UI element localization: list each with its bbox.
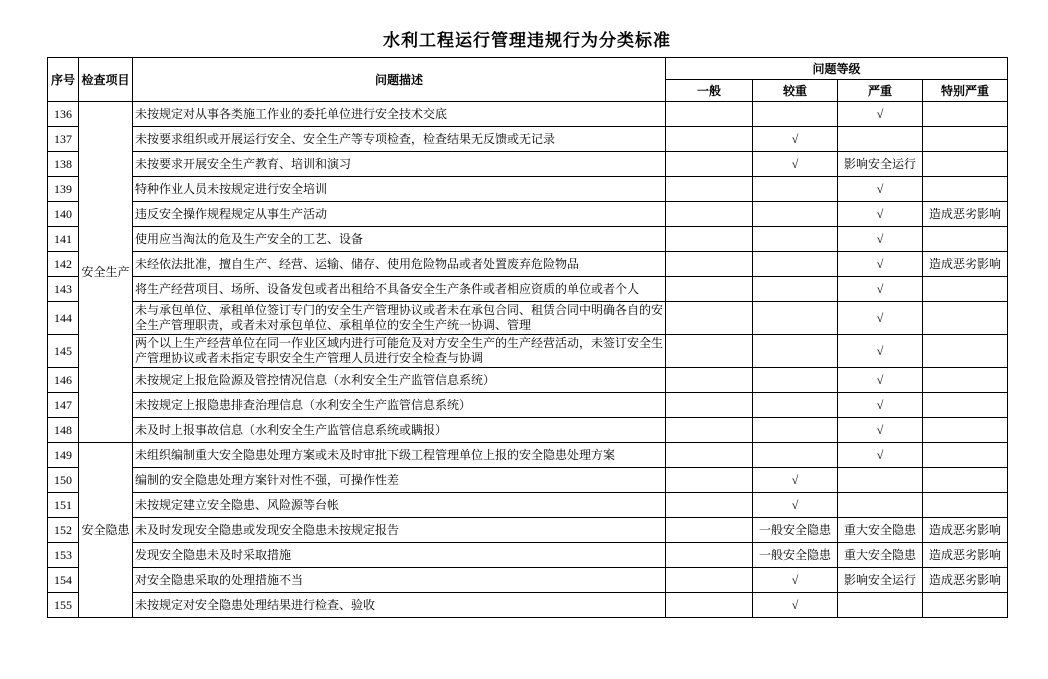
table-row	[48, 227, 1008, 252]
level-cell-general	[666, 127, 753, 152]
table-row	[48, 335, 1008, 368]
row-serial: 152	[48, 518, 79, 543]
level-cell-moderate: 一般安全隐患	[753, 543, 838, 568]
level-cell-general	[666, 418, 753, 443]
row-serial: 136	[48, 102, 79, 127]
table-row	[48, 102, 1008, 127]
level-cell-general	[666, 227, 753, 252]
level-cell-moderate	[753, 335, 838, 368]
level-cell-severe: √	[838, 177, 923, 202]
level-cell-severe: 重大安全隐患	[838, 543, 923, 568]
level-cell-severe: √	[838, 368, 923, 393]
table-body	[48, 102, 1008, 618]
header-description: 问题描述	[133, 58, 666, 102]
level-cell-critical	[923, 227, 1008, 252]
table-row	[48, 127, 1008, 152]
level-cell-general	[666, 493, 753, 518]
header-row-1	[48, 58, 1008, 80]
level-cell-moderate	[753, 227, 838, 252]
level-cell-general	[666, 102, 753, 127]
table-row	[48, 493, 1008, 518]
level-cell-severe	[838, 127, 923, 152]
level-cell-general	[666, 568, 753, 593]
row-serial: 142	[48, 252, 79, 277]
row-serial: 147	[48, 393, 79, 418]
level-cell-critical	[923, 368, 1008, 393]
table-row	[48, 202, 1008, 227]
level-cell-general	[666, 468, 753, 493]
level-cell-severe: √	[838, 302, 923, 335]
table-row	[48, 543, 1008, 568]
problem-description: 未及时上报事故信息（水利安全生产监管信息系统或瞒报）	[133, 418, 666, 443]
level-cell-general	[666, 518, 753, 543]
problem-description: 未按规定对从事各类施工作业的委托单位进行安全技术交底	[133, 102, 666, 127]
table-row	[48, 518, 1008, 543]
page-title: 水利工程运行管理违规行为分类标准	[383, 31, 671, 50]
category-cell: 安全隐患	[79, 443, 133, 618]
row-serial: 137	[48, 127, 79, 152]
table-row	[48, 252, 1008, 277]
level-cell-moderate	[753, 368, 838, 393]
level-cell-critical	[923, 418, 1008, 443]
row-serial: 140	[48, 202, 79, 227]
level-cell-severe	[838, 493, 923, 518]
header-level-2: 严重	[838, 80, 923, 102]
table-header	[48, 58, 1008, 102]
header-serial: 序号	[48, 58, 79, 102]
level-cell-general	[666, 152, 753, 177]
problem-description: 未与承包单位、承租单位签订专门的安全生产管理协议或者未在承包合同、租赁合同中明确各自的安全生产管理职责，或者未对承包单位、承租单位的安全生产统一协调、管理	[133, 302, 666, 335]
level-cell-severe: √	[838, 277, 923, 302]
header-level-3: 特别严重	[923, 80, 1008, 102]
row-serial: 146	[48, 368, 79, 393]
table-row	[48, 302, 1008, 335]
problem-description: 未经依法批准，擅自生产、经营、运输、储存、使用危险物品或者处置废弃危险物品	[133, 252, 666, 277]
row-serial: 153	[48, 543, 79, 568]
table-row	[48, 277, 1008, 302]
level-cell-general	[666, 443, 753, 468]
level-cell-critical	[923, 335, 1008, 368]
level-cell-critical	[923, 468, 1008, 493]
problem-description: 未按要求开展安全生产教育、培训和演习	[133, 152, 666, 177]
row-serial: 154	[48, 568, 79, 593]
level-cell-general	[666, 302, 753, 335]
level-cell-severe: √	[838, 202, 923, 227]
table-row	[48, 593, 1008, 618]
level-cell-critical	[923, 593, 1008, 618]
row-serial: 143	[48, 277, 79, 302]
level-cell-critical: 造成恶劣影响	[923, 202, 1008, 227]
level-cell-moderate	[753, 252, 838, 277]
level-cell-moderate: √	[753, 468, 838, 493]
level-cell-critical	[923, 277, 1008, 302]
table-row	[48, 393, 1008, 418]
table-row	[48, 418, 1008, 443]
level-cell-critical	[923, 102, 1008, 127]
problem-description: 违反安全操作规程规定从事生产活动	[133, 202, 666, 227]
level-cell-severe: 重大安全隐患	[838, 518, 923, 543]
level-cell-moderate	[753, 393, 838, 418]
level-cell-moderate	[753, 277, 838, 302]
table-row	[48, 443, 1008, 468]
problem-description: 未按规定上报隐患排查治理信息（水利安全生产监管信息系统）	[133, 393, 666, 418]
level-cell-severe	[838, 593, 923, 618]
level-cell-general	[666, 335, 753, 368]
level-cell-critical	[923, 493, 1008, 518]
row-serial: 149	[48, 443, 79, 468]
level-cell-severe	[838, 468, 923, 493]
level-cell-critical: 造成恶劣影响	[923, 252, 1008, 277]
problem-description: 未按规定上报危险源及管控情况信息（水利安全生产监管信息系统）	[133, 368, 666, 393]
level-cell-critical	[923, 302, 1008, 335]
level-cell-critical	[923, 127, 1008, 152]
level-cell-critical	[923, 152, 1008, 177]
row-serial: 155	[48, 593, 79, 618]
level-cell-general	[666, 393, 753, 418]
row-serial: 141	[48, 227, 79, 252]
row-serial: 139	[48, 177, 79, 202]
table-row	[48, 568, 1008, 593]
level-cell-moderate: √	[753, 152, 838, 177]
problem-description: 未组织编制重大安全隐患处理方案或未及时审批下级工程管理单位上报的安全隐患处理方案	[133, 443, 666, 468]
level-cell-moderate	[753, 102, 838, 127]
level-cell-moderate	[753, 443, 838, 468]
level-cell-general	[666, 368, 753, 393]
problem-description: 将生产经营项目、场所、设备发包或者出租给不具备安全生产条件或者相应资质的单位或者个人	[133, 277, 666, 302]
level-cell-severe: √	[838, 443, 923, 468]
level-cell-moderate	[753, 177, 838, 202]
header-level-1: 较重	[753, 80, 838, 102]
row-serial: 150	[48, 468, 79, 493]
problem-description: 使用应当淘汰的危及生产安全的工艺、设备	[133, 227, 666, 252]
table-row	[48, 152, 1008, 177]
level-cell-severe: √	[838, 335, 923, 368]
row-serial: 148	[48, 418, 79, 443]
level-cell-critical: 造成恶劣影响	[923, 518, 1008, 543]
level-cell-general	[666, 177, 753, 202]
level-cell-critical	[923, 393, 1008, 418]
problem-description: 特种作业人员未按规定进行安全培训	[133, 177, 666, 202]
header-level-0: 一般	[666, 80, 753, 102]
header-level-group: 问题等级	[666, 58, 1008, 80]
level-cell-severe: 影响安全运行	[838, 152, 923, 177]
level-cell-severe: √	[838, 252, 923, 277]
level-cell-moderate	[753, 202, 838, 227]
level-cell-severe: √	[838, 393, 923, 418]
level-cell-general	[666, 252, 753, 277]
level-cell-severe: 影响安全运行	[838, 568, 923, 593]
level-cell-moderate	[753, 302, 838, 335]
level-cell-critical: 造成恶劣影响	[923, 568, 1008, 593]
level-cell-general	[666, 202, 753, 227]
table-row	[48, 177, 1008, 202]
problem-description: 未按规定建立安全隐患、风险源等台帐	[133, 493, 666, 518]
header-category: 检查项目	[79, 58, 133, 102]
problem-description: 未及时发现安全隐患或发现安全隐患未按规定报告	[133, 518, 666, 543]
violation-classification-table	[47, 57, 1008, 618]
problem-description: 两个以上生产经营单位在同一作业区域内进行可能危及对方安全生产的生产经营活动，未签订安全生产管理协议或者未指定专职安全生产管理人员进行安全检查与协调	[133, 335, 666, 368]
level-cell-moderate: √	[753, 493, 838, 518]
row-serial: 144	[48, 302, 79, 335]
level-cell-critical	[923, 443, 1008, 468]
level-cell-moderate: √	[753, 568, 838, 593]
row-serial: 138	[48, 152, 79, 177]
level-cell-general	[666, 593, 753, 618]
level-cell-severe: √	[838, 418, 923, 443]
problem-description: 发现安全隐患未及时采取措施	[133, 543, 666, 568]
level-cell-general	[666, 543, 753, 568]
table-row	[48, 468, 1008, 493]
problem-description: 未按规定对安全隐患处理结果进行检查、验收	[133, 593, 666, 618]
problem-description: 对安全隐患采取的处理措施不当	[133, 568, 666, 593]
level-cell-severe: √	[838, 102, 923, 127]
level-cell-critical: 造成恶劣影响	[923, 543, 1008, 568]
problem-description: 未按要求组织或开展运行安全、安全生产等专项检查，检查结果无反馈或无记录	[133, 127, 666, 152]
level-cell-moderate: 一般安全隐患	[753, 518, 838, 543]
problem-description: 编制的安全隐患处理方案针对性不强，可操作性差	[133, 468, 666, 493]
row-serial: 151	[48, 493, 79, 518]
level-cell-moderate: √	[753, 127, 838, 152]
level-cell-moderate: √	[753, 593, 838, 618]
level-cell-severe: √	[838, 227, 923, 252]
row-serial: 145	[48, 335, 79, 368]
level-cell-general	[666, 277, 753, 302]
level-cell-critical	[923, 177, 1008, 202]
table-row	[48, 368, 1008, 393]
level-cell-moderate	[753, 418, 838, 443]
category-cell: 安全生产	[79, 102, 133, 443]
